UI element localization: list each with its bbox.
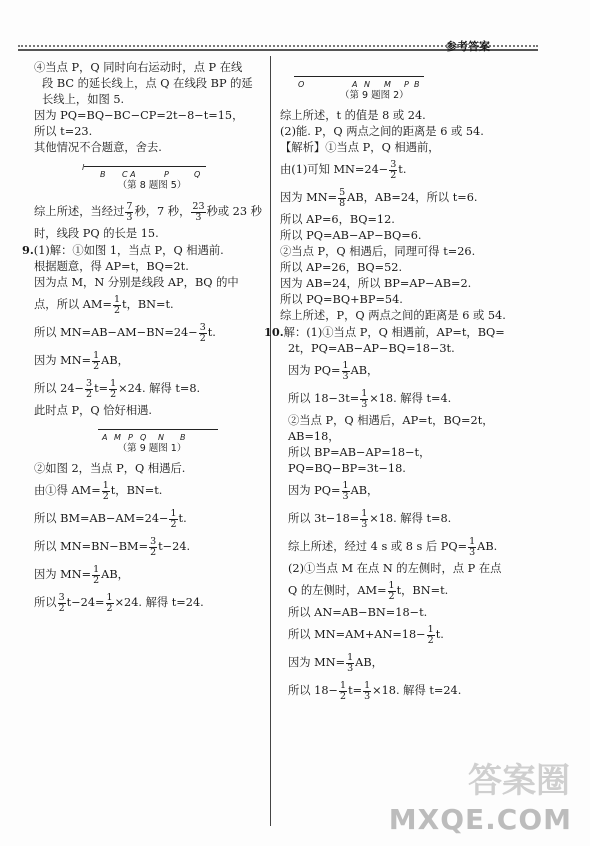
text-line [34,561,270,589]
figure-point-label: M [114,433,121,442]
text-line [280,477,560,505]
text-span: AB. [477,540,498,553]
denominator: 2 [93,360,100,372]
text-line [280,156,560,184]
text-span: t. [398,163,407,176]
text-span: ×24. 解得 t=8. [118,382,201,395]
text-span: AB， [355,656,383,669]
figure-point-label: A [352,80,358,89]
fraction [125,202,133,223]
figure-caption: （第 9 题图 1） [117,443,187,454]
denominator: 2 [102,490,109,502]
text-line: 因为 AB=24，所以 BP=AP−AB=2. [280,277,472,290]
text-span: 所以 MN=AM+AN=18− [288,628,426,641]
numerator: 1 [170,507,177,519]
text-span: t−24. [158,540,191,553]
numerator: 3 [58,591,65,603]
denominator: 8 [339,197,346,209]
text-span: 因为 PQ= [288,364,341,377]
numerator: 1 [364,679,371,691]
text-line: 因为点 M，N 分别是线段 AP，BQ 的中 [34,276,239,289]
numerator: 1 [106,591,113,603]
text-line: 所以 PQ=AB−AP−BQ=6. [280,229,422,242]
fraction [427,625,435,646]
text-line: 【解析】①当点 P，Q 相遇前， [280,141,440,154]
denominator: 2 [199,332,206,344]
text-line: 所以 t=23. [34,125,93,138]
figure-point-label: B [100,170,106,179]
figure-point-label: O [298,80,305,89]
text-span: AB，AB=24，所以 t=6. [347,191,478,204]
fraction [342,481,350,502]
fraction [363,681,371,702]
text-line: 因为 PQ=BQ−BC−CP=2t−8−t=15， [34,109,244,122]
denominator: 2 [427,634,434,646]
text-span: t. [178,512,187,525]
numerator: 3 [199,321,206,333]
question-9-line [22,242,270,259]
fraction [360,509,368,530]
text-span: 因为 MN= [280,191,338,204]
text-span: 因为 PQ= [288,484,341,497]
fraction [346,653,354,674]
denominator: 2 [106,602,113,614]
numerator: 1 [93,563,100,575]
text-line: 综上所述，t 的值是 8 或 24. [280,109,426,122]
text-line: 2t，PQ=AB−AP−BQ=18−3t. [288,342,455,355]
text-line: 所以 AN=AB−BN=18−t. [288,606,428,619]
denominator: 3 [361,398,368,410]
text-span: 综上所述，当经过 [34,205,125,218]
text-line: (2)能. P，Q 两点之间的距离是 6 或 54. [280,125,484,138]
denominator: 3 [469,546,476,558]
text-line [280,649,560,677]
numerator: 1 [340,679,347,691]
figure-point-label: P [404,80,409,89]
figure-caption: （第 9 题图 2） [340,90,409,101]
text-span: 因为 MN= [34,568,92,581]
text-line [34,375,270,403]
denominator: 2 [93,574,100,586]
denominator: 2 [170,518,177,530]
text-line [34,477,270,505]
text-line [280,184,560,212]
numerator: 1 [102,479,109,491]
fraction [149,537,157,558]
fraction [85,379,93,400]
text-span: 所以 3t−18= [288,512,360,525]
denominator: 3 [364,690,371,702]
text-span: 所以 MN=BN−BM= [34,540,149,553]
text-span: ×24. 解得 t=24. [114,596,204,609]
numerator: 1 [388,579,395,591]
denominator: 2 [113,304,121,316]
text-line: 段 BC 的延长线上，点 Q 在线段 BP 的延 [42,77,253,90]
text-span: 秒，7 秒， [134,205,191,218]
numerator: 1 [361,507,368,519]
text-span: ×18. 解得 t=8. [369,512,452,525]
fraction [102,481,110,502]
text-span: 由(1)可知 MN=24− [280,163,389,176]
text-line: 此时点 P，Q 恰好相遇. [34,404,153,417]
text-span: t−24= [66,596,105,609]
text-line: (2)①当点 M 在点 N 的左侧时，点 P 在点 [288,562,502,575]
denominator: 3 [126,211,133,223]
text-line: 综上所述，P，Q 两点之间的距离是 6 或 54. [280,309,506,322]
figure-point-label: N [158,433,164,442]
watermark-url: MXQE.COM [388,803,572,836]
text-line: 所以 BP=AB−AP=18−t， [288,446,431,459]
text-line: 所以 AP=26，BQ=52. [280,261,403,274]
text-span: 点，所以 AM= [34,298,112,311]
column-divider [270,56,271,826]
text-span: AB， [350,364,379,377]
figure-point-label: N [364,80,370,89]
numerator: 1 [427,623,434,635]
figure-point-label: P [128,433,133,442]
denominator: 2 [340,690,347,702]
text-span: 所以 MN=AB−AM−BN=24− [34,326,198,339]
text-line: 根据题意，得 AP=t，BQ=2t. [34,260,189,273]
text-line: 所以 AP=6，BQ=12. [280,213,395,226]
numerator: 1 [347,651,354,663]
fraction [389,160,397,181]
text-line [280,621,560,649]
fraction [169,509,177,530]
text-span: t，BN=t. [122,298,174,311]
text-line [280,505,560,533]
text-line: PQ=BQ−BP=3t−18. [288,462,406,475]
text-line: ④当点 P，Q 同时向右运动时，点 P 在线 [34,61,243,74]
figure-point-label: B [180,433,186,442]
text-line [34,589,270,617]
text-line [280,677,560,705]
text-line [280,385,560,413]
denominator: 2 [86,388,93,400]
text-span: 因为 MN= [288,656,346,669]
numerator: 3 [390,158,397,170]
fraction [113,295,121,316]
fraction [339,681,347,702]
text-span: t. [435,628,444,641]
fraction [92,565,100,586]
text-span: t，BN=t. [396,584,449,597]
figure-8-number-line [34,160,270,179]
fraction [342,361,350,382]
left-column [22,60,270,617]
numerator: 1 [342,479,349,491]
denominator: 2 [390,169,397,181]
numerator: 1 [93,349,100,361]
denominator: 3 [342,490,349,502]
text-span: AB， [101,354,129,367]
fraction [106,593,114,614]
text-line [34,291,270,319]
denominator: 2 [150,546,157,558]
numerator: 1 [342,359,349,371]
numerator: 3 [150,535,157,547]
figure-point-label: M [384,80,391,89]
numerator: 1 [469,535,476,547]
fraction [191,202,205,223]
figure-9-2-number-line [280,70,560,89]
text-span: AB， [101,568,129,581]
text-line [34,319,270,347]
numerator: 3 [86,377,93,389]
question-10-line [264,324,560,341]
text-line: 所以 PQ=BQ+BP=54. [280,293,403,306]
text-line: ②当点 P，Q 相遇后，同理可得 t=26. [280,245,476,258]
text-span: 所以 24− [34,382,85,395]
figure-point-label: A [102,433,108,442]
text-line: 长线上，如图 5. [42,93,125,106]
fraction [58,593,66,614]
text-span: AB， [350,484,379,497]
text-line: ②如图 2，当点 P，Q 相遇后. [34,462,186,475]
text-line [34,347,270,375]
denominator: 2 [58,602,65,614]
text-line [34,533,270,561]
numerator: 1 [113,293,121,305]
text-span: t. [207,326,216,339]
numerator: 1 [361,387,368,399]
figure-point-label: C A [122,170,136,179]
figure-point-label: Q [140,433,147,442]
fraction [109,379,117,400]
figure-point-label: Q [194,170,201,179]
text-span: ×18. 解得 t=24. [372,684,462,697]
denominator: 3 [361,518,368,530]
text-line [34,505,270,533]
right-column [264,66,560,705]
numerator: 5 [339,186,346,198]
text-span: ×18. 解得 t=4. [369,392,452,405]
fraction [468,537,476,558]
text-span: 所以 18−3t= [288,392,360,405]
text-span: t= [348,684,363,697]
fraction [388,581,396,602]
fraction [199,323,207,344]
text-span: 秒或 23 秒 [206,205,262,218]
numerator: 7 [126,200,133,212]
denominator: 2 [110,388,117,400]
figure-9-1-number-line [34,423,270,442]
text-line: ②当点 P，Q 相遇后，AP=t，BQ=2t， [288,414,494,427]
fraction [338,188,346,209]
text-span: 由①得 AM= [34,484,101,497]
denominator: 3 [342,370,349,382]
fraction [92,351,100,372]
text-span: 所以 [34,596,57,609]
text-line [280,533,560,561]
text-line [34,198,270,226]
text-line [280,357,560,385]
question-number: 9. [22,243,34,257]
text-span: (1)解：①如图 1，当点 P，Q 相遇前. [33,244,224,257]
text-span: t= [94,382,109,395]
text-span: 综上所述，经过 4 s 或 8 s 后 PQ= [288,540,468,553]
text-span: 所以 BM=AB−AM=24− [34,512,169,525]
question-number: 10. [264,325,284,339]
text-span: 所以 18− [288,684,339,697]
page-header-title: 参考答案 [446,40,490,53]
watermark-logo-text: 答案圈 [468,761,570,801]
figure-point-label: P [164,170,169,179]
text-line [280,577,560,605]
figure-point-label: B [414,80,420,89]
text-span: 解：(1)①当点 P，Q 相遇前，AP=t，BQ= [283,326,505,339]
denominator: 3 [347,662,354,674]
text-line: 其他情况不合题意，舍去. [34,141,162,154]
figure-caption: （第 8 题图 5） [117,180,187,191]
numerator: 1 [110,377,117,389]
fraction [360,389,368,410]
numerator: 23 [192,200,205,212]
denominator: 3 [195,211,202,223]
text-span: Q 的左侧时，AM= [288,584,387,597]
text-line: 时，线段 PQ 的长是 15. [34,227,159,240]
text-span: 因为 MN= [34,354,92,367]
figure-point-label: l [82,163,85,172]
denominator: 2 [388,590,395,602]
text-line: AB=18， [288,430,340,443]
text-span: t，BN=t. [110,484,163,497]
